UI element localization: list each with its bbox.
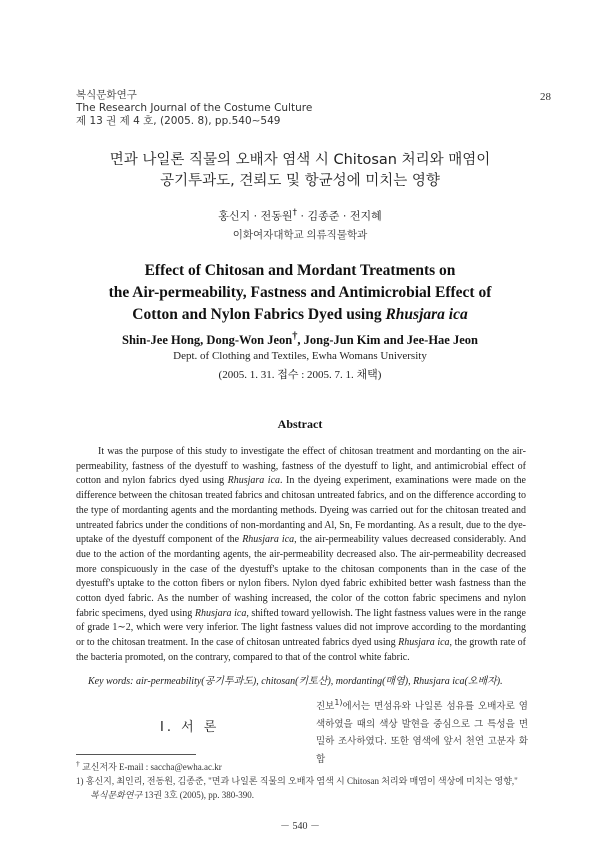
english-title-line-2: the Air-permeability, Fastness and Antimicrobial Effect of — [108, 284, 492, 301]
abstract-text-1: It was the purpose of this study to investigate the effect of chitosan treatment and mordanting on the air-permeability, fastness of the dyestuff to washing, fastness of the dyestuff to light, and antimicrobial effect of cotton and nylon fabrics dyed using — [76, 446, 526, 487]
journal-name-english: The Research Journal of the Costume Culture — [76, 102, 313, 114]
english-title-line-1: Effect of Chitosan and Mordant Treatments on — [144, 262, 456, 279]
section-heading-introduction: I. 서 론 — [160, 720, 220, 735]
corresponding-dagger: † — [292, 207, 298, 218]
abstract-italic-1: Rhusjara ica — [227, 475, 281, 487]
abstract-italic-2: Rhusjara ica — [242, 534, 295, 546]
abstract-body — [76, 445, 526, 666]
footnote-ref-pages: 13권 3호 (2005), pp. 380-390. — [142, 790, 255, 800]
abstract-text-5: , the growth rate of the bacteria promoted, on the contrary, compared to that of the control white fabric. — [76, 637, 526, 663]
abstract-heading: Abstract — [277, 417, 323, 431]
abstract-italic-3: Rhusjara ica — [194, 607, 247, 619]
korean-authors-rest: · 김종준 · 전지혜 — [297, 209, 382, 223]
footnote-journal-italic: 복식문화연구 — [90, 790, 143, 800]
footnote-corresponding — [76, 757, 528, 774]
footnote-ref-text: 1) 홍신지, 최인리, 전동원, 김종준, "면과 나일론 직물의 오배자 염색 시 Chitosan 처리와 매염이 색상에 미치는 영향," — [76, 776, 518, 786]
korean-affiliation: 이화여자대학교 의류직물학과 — [232, 230, 368, 241]
korean-authors-first: 홍신지 · 전동원 — [218, 209, 293, 223]
abstract-text-2: . In the dyeing experiment, examinations were made on the difference between the chitosan treated fabrics and chitosan untreated fabrics, and on the difference according to the type of mordanting agents and the mordanting methods. Dyeing was carried out for the chitosan treated and untreated fabrics under the conditions of non-mordanting and Al, Sn, Fe mordanting. As a result, due to the dye-uptake of the dyestuff component of the — [76, 475, 526, 546]
english-authors-b: , Jong-Jun Kim and Jee-Hae Jeon — [297, 333, 478, 348]
english-title-line-3 — [0, 304, 600, 326]
english-authors — [0, 331, 600, 348]
korean-title-line-2: 공기투과도, 견뢰도 및 항균성에 미치는 영향 — [160, 173, 440, 189]
footnote-dagger: † — [76, 759, 80, 768]
right-column-first-word: 진보 — [316, 701, 335, 713]
journal-volume: 제 13 권 제 4 호, (2005. 8), pp.540∼549 — [76, 115, 281, 127]
korean-authors — [0, 207, 600, 224]
species-name-italic: Rhusjara ica — [385, 306, 468, 323]
footnote-reference-1 — [76, 774, 528, 802]
citation-superscript: 1) — [334, 698, 343, 707]
english-affiliation: Dept. of Clothing and Textiles, Ewha Womans University — [173, 350, 427, 362]
english-corresponding-dagger: † — [292, 331, 298, 342]
journal-header — [76, 89, 312, 128]
korean-title — [0, 150, 600, 192]
received-dates: (2005. 1. 31. 접수 : 2005. 7. 1. 채택) — [218, 369, 382, 381]
abstract-italic-4: Rhusjara ica — [398, 637, 450, 649]
footnote-divider — [76, 754, 196, 755]
footnote-email: 교신저자 E-mail : saccha@ewha.ac.kr — [79, 762, 222, 772]
page-number: 28 — [540, 91, 551, 103]
journal-name-korean: 복식문화연구 — [76, 89, 137, 101]
abstract-paragraph — [76, 445, 526, 666]
abstract-text-4: , shifted toward yellowish. The light fastness values were in the range of grade 1∼2, which were very inferior. The light fastness values did not improve according to the mordanting or to the chitosan treatment. In the case of chitosan untreated fabrics dyed using — [76, 607, 526, 649]
abstract-text-3: , the air-permeability values decreased considerably. And due to the action of the mordanting agents, the air-permeability decreased also. The air-permeability decreased more conspicuously in the case of the dyestuff's uptake to the chitosan components than in the case of the dyestuff's uptake to the cotton fibers or nylon fibers. Nylon dyed fabric exhibited better wash fastness than the cotton dyed fabric. As the number of washing increased, the color of the cotton fabric specimens and nylon fabric specimens, dyed using — [76, 534, 526, 619]
footnotes — [76, 757, 528, 802]
page-footer-number: － 540 － — [280, 821, 320, 832]
english-title-line-3-text: Cotton and Nylon Fabrics Dyed using — [132, 306, 386, 323]
right-column-body: 에서는 면섬유와 나일론 섬유를 오배자로 염색하였을 때의 색상 발현을 중심으로 그 특성을 면밀하 조사하였다. 또한 염색에 앞서 천연 고분자 화합 — [316, 701, 528, 765]
english-authors-a: Shin-Jee Hong, Dong-Won Jeon — [122, 333, 293, 348]
keywords: Key words: air-permeability(공기투과도), chitosan(키토산), mordanting(매염), Rhusjara ica(오배자). — [88, 676, 503, 687]
korean-title-line-1: 면과 나일론 직물의 오배자 염색 시 Chitosan 처리와 매염이 — [109, 152, 491, 168]
english-title — [0, 260, 600, 326]
